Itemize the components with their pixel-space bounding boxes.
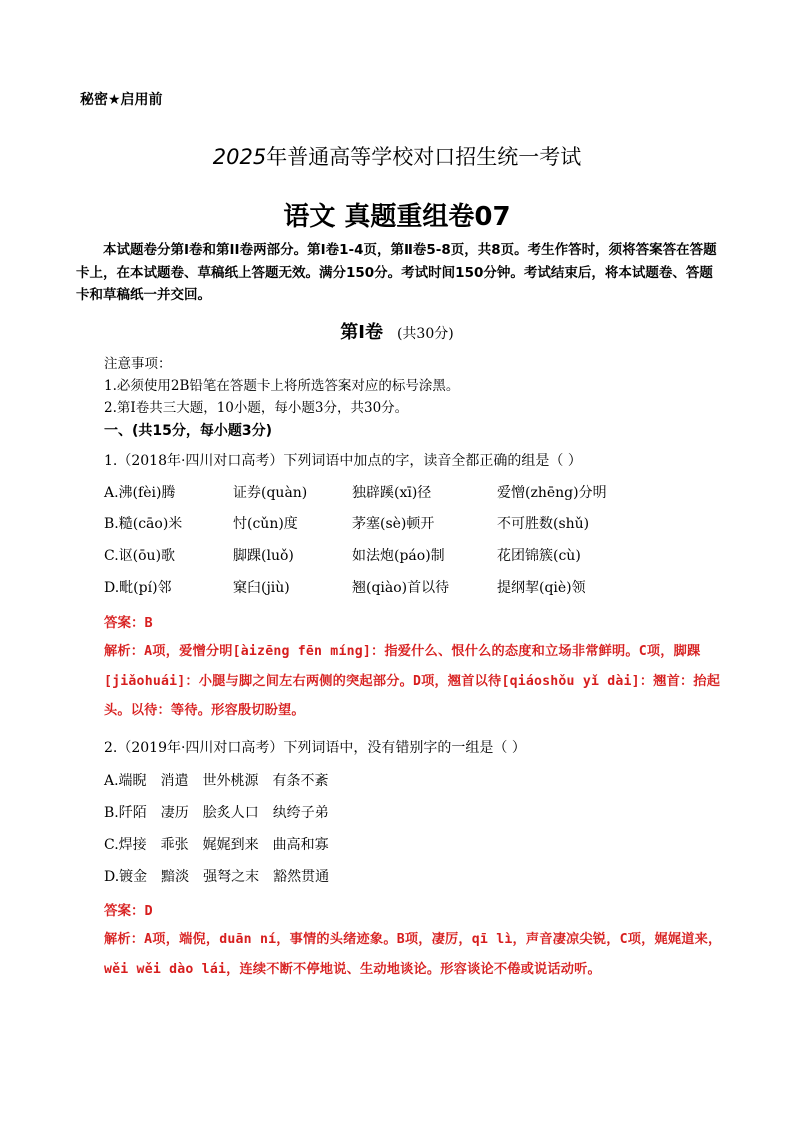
q1-option-d-4: 提纲挈(qiè)领 bbox=[497, 580, 586, 596]
q1-option-d-1: D.毗(pí)邻 bbox=[104, 580, 172, 596]
q1-option-c-3: 如法炮(páo)制 bbox=[352, 548, 445, 564]
q1-option-a-1: A.沸(fèi)腾 bbox=[104, 485, 176, 501]
exam-title-text: 年普通高等学校对口招生统一考试 bbox=[266, 145, 582, 169]
q1-option-b-2: 忖(cǔn)度 bbox=[233, 516, 298, 532]
q1-analysis-text: A项，爱憎分明[àizēng fēn míng]：指爱什么、恨什么的态度和立场非常鲜明。C项，脚踝[jiǎohuái]：小腿与脚之间左右两侧的突起部分。D项，翘首以待[qiáoshǒu yǐ dài]：翘首：抬起头。以待：等待。形容殷切盼望。 bbox=[104, 644, 721, 718]
q1-option-c-1: C.讴(ōu)歌 bbox=[104, 548, 176, 564]
secret-mark: 秘密★启用前 bbox=[80, 92, 163, 108]
q1-answer: 答案：B bbox=[104, 615, 153, 631]
section-heading: 一、(共15分，每小题3分) bbox=[104, 423, 273, 439]
q1-option-a-2: 证券(quàn) bbox=[233, 485, 308, 501]
q2-option-d: D.镀金 黯淡 强弩之末 豁然贯通 bbox=[104, 869, 330, 885]
volume-title: 第Ⅰ卷 bbox=[340, 322, 383, 343]
q1-option-b-3: 茅塞(sè)顿开 bbox=[352, 516, 435, 532]
intro-paragraph: 本试题卷分第Ⅰ卷和第ⅠⅠ卷两部分。第Ⅰ卷1-4页，第Ⅱ卷5-8页，共8页。考生作答时，须将答案答在答题卡上，在本试题卷、草稿纸上答题无效。满分150分。考试时间150分钟。考试结束后，将本试题卷、答题卡和草稿纸一并交回。 bbox=[76, 242, 717, 303]
q1-option-d-3: 翘(qiào)首以待 bbox=[352, 580, 450, 596]
q2-option-b: B.阡陌 凄历 脍炙人口 纨绔子弟 bbox=[104, 805, 329, 821]
main-title: 语文 真题重组卷07 bbox=[283, 202, 511, 232]
volume-score: (共30分) bbox=[396, 326, 454, 342]
q1-option-d-2: 窠臼(jiù) bbox=[233, 580, 290, 596]
exam-title bbox=[0, 141, 794, 171]
q1-analysis-label: 解析： bbox=[104, 644, 145, 659]
q2-option-c: C.焊接 乖张 娓娓到来 曲高和寡 bbox=[104, 837, 329, 853]
q2-analysis bbox=[104, 925, 724, 984]
notes-item-1: 1.必须使用2B铅笔在答题卡上将所选答案对应的标号涂黑。 bbox=[104, 378, 460, 394]
q1-option-c-4: 花团锦簇(cù) bbox=[497, 548, 581, 564]
q1-analysis bbox=[104, 637, 724, 726]
q2-answer: 答案：D bbox=[104, 903, 153, 919]
q1-option-b-4: 不可胜数(shǔ) bbox=[497, 516, 590, 532]
volume-heading bbox=[0, 318, 794, 344]
q2-option-a: A.端睨 消遣 世外桃源 有条不紊 bbox=[104, 773, 329, 789]
q2-stem: 2.（2019年·四川对口高考）下列词语中，没有错别字的一组是（ ） bbox=[104, 740, 526, 756]
q1-option-a-4: 爱憎(zhēng)分明 bbox=[497, 485, 607, 501]
q2-analysis-text: A项，端倪，duān ní，事情的头绪迹象。B项，凄厉，qī lì，声音凄凉尖锐，C项，娓娓道来，wěi wěi dào lái，连续不断不停地说、生动地谈论。形容谈论不倦或说话动听。 bbox=[104, 932, 722, 977]
exam-year: 2025 bbox=[212, 145, 267, 169]
notes-item-2: 2.第Ⅰ卷共三大题，10小题，每小题3分，共30分。 bbox=[104, 400, 409, 416]
notes-heading: 注意事项： bbox=[104, 356, 172, 372]
q1-option-c-2: 脚踝(luǒ) bbox=[233, 548, 294, 564]
q1-option-b-1: B.糙(cāo)米 bbox=[104, 516, 183, 532]
q1-stem: 1.（2018年·四川对口高考）下列词语中加点的字，读音全都正确的组是（ ） bbox=[104, 453, 582, 469]
q2-analysis-label: 解析： bbox=[104, 932, 145, 947]
q1-option-a-3: 独辟蹊(xī)径 bbox=[352, 485, 432, 501]
